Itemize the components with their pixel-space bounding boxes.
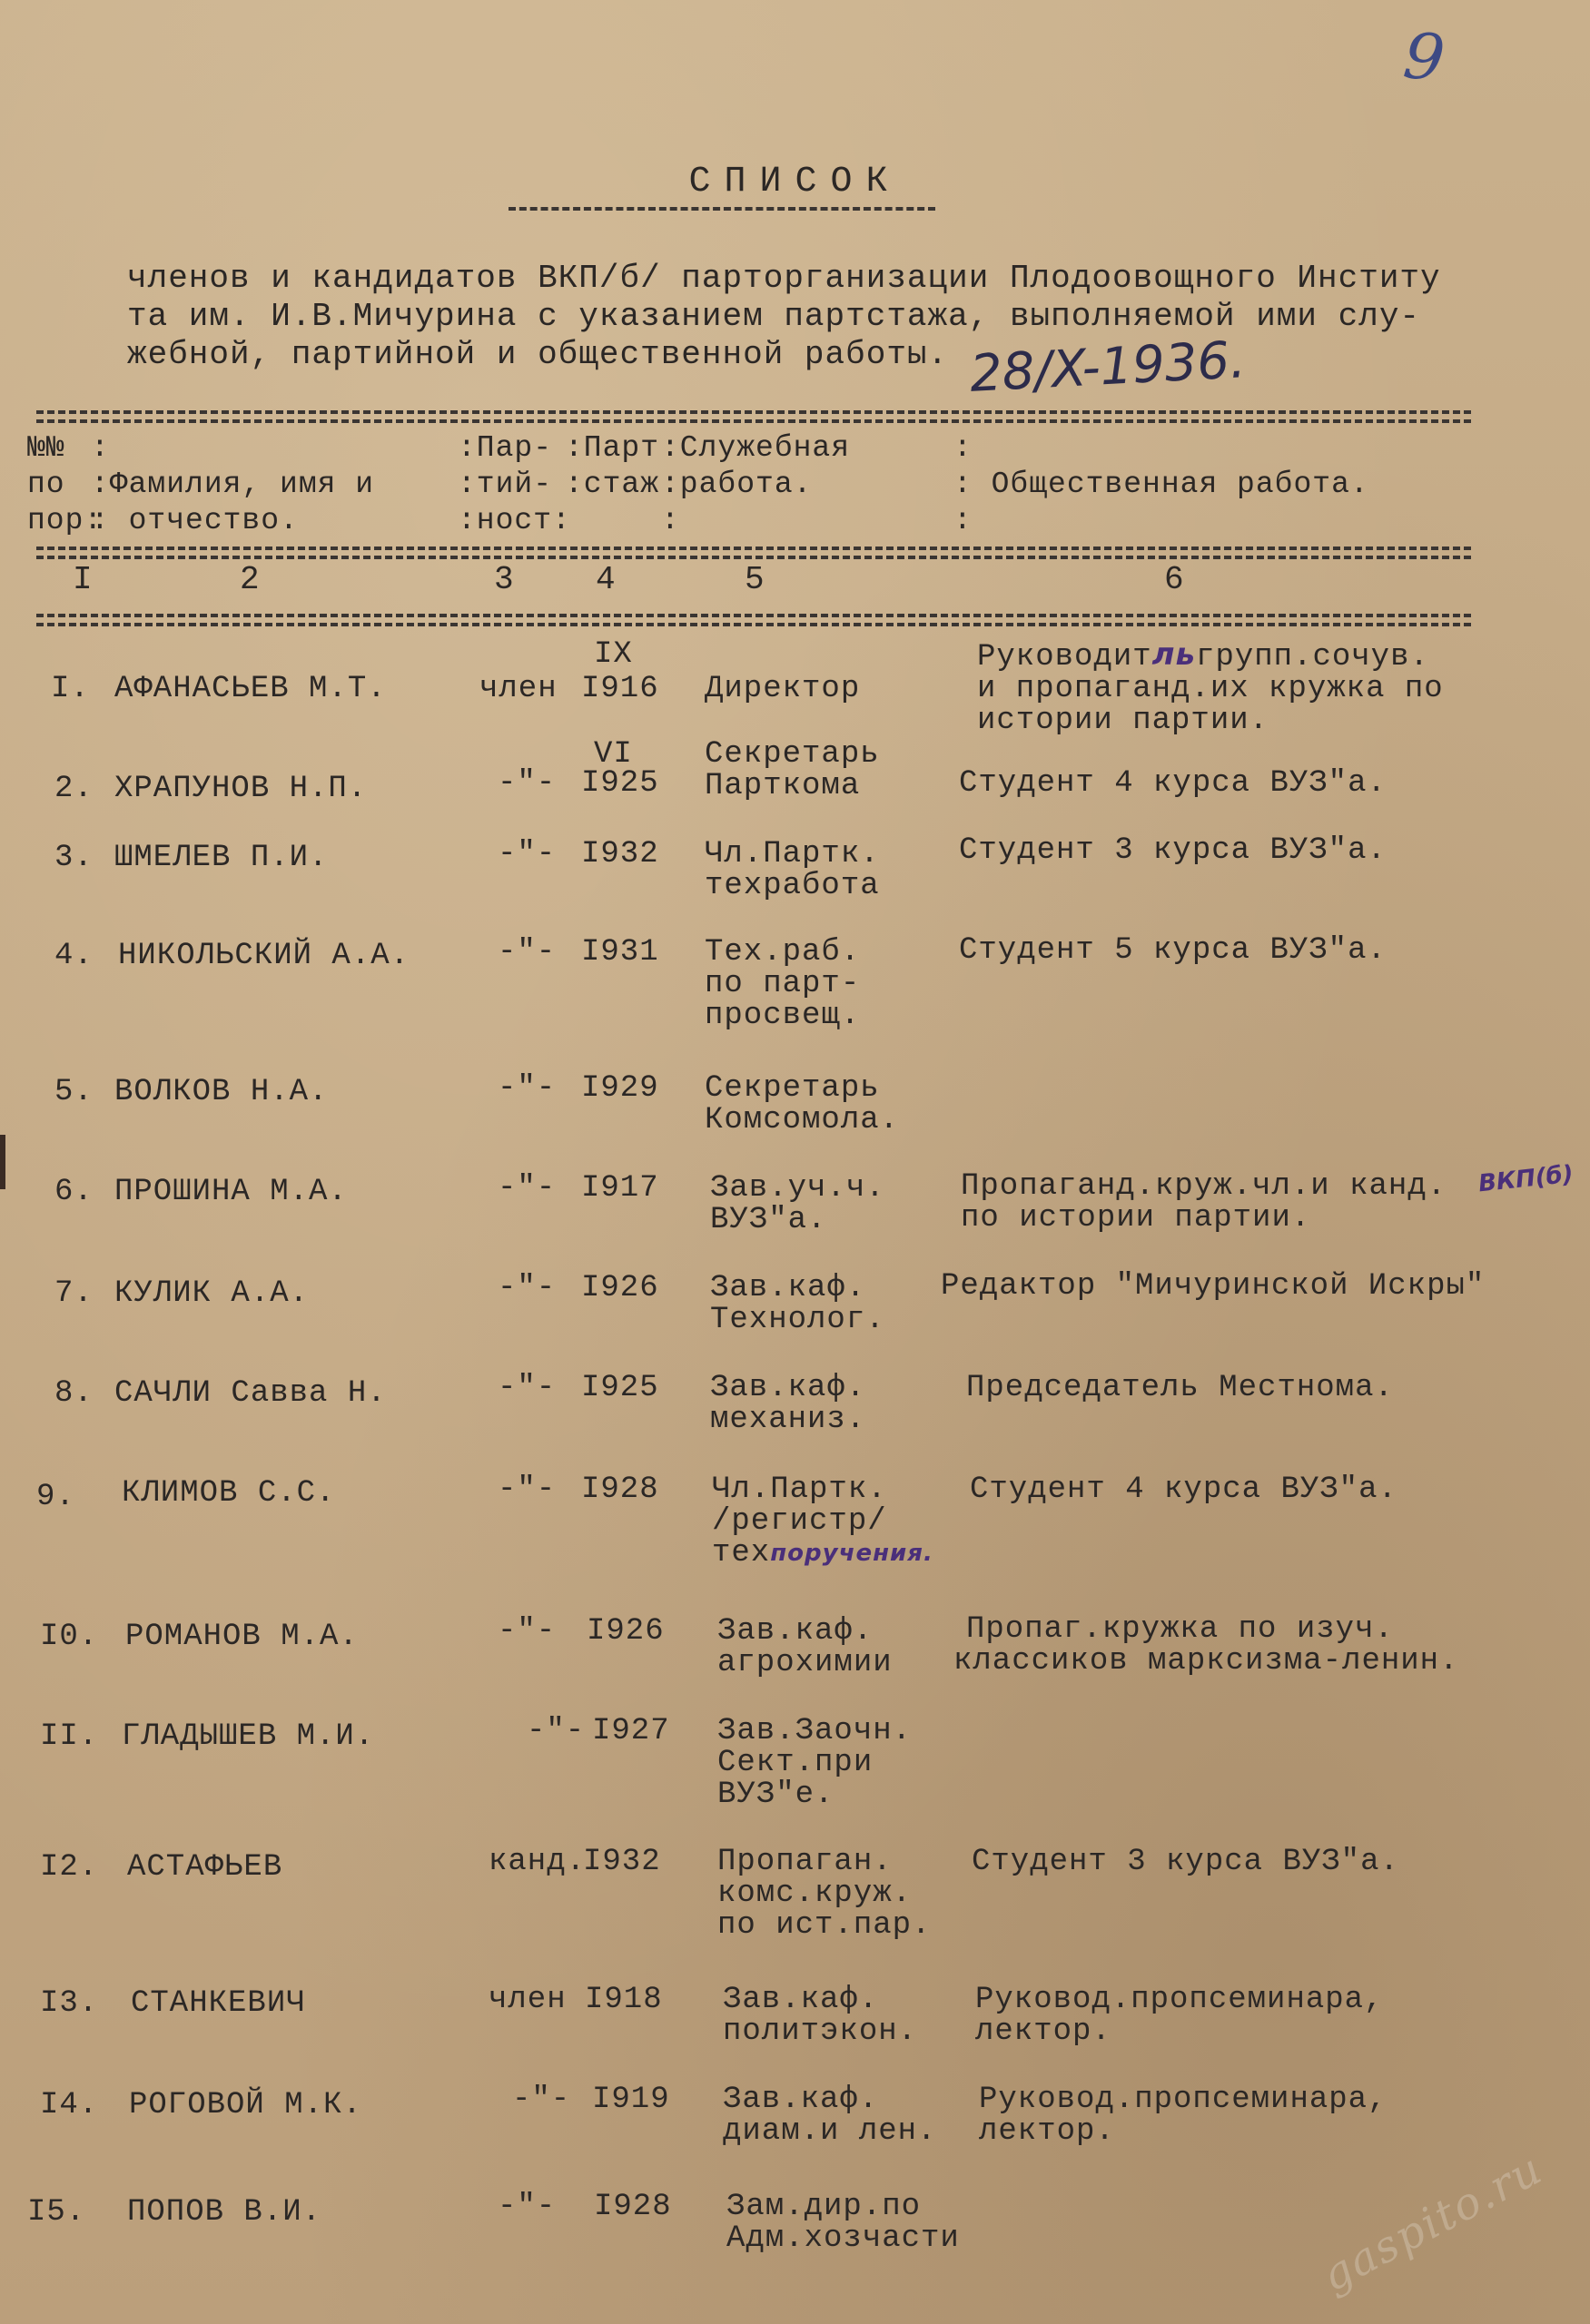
divider	[36, 410, 1471, 414]
row-party: -"-	[498, 2190, 557, 2224]
row-name: ПРОШИНА М.А.	[114, 1175, 348, 1209]
row-stazh: I925	[581, 766, 659, 801]
row-job: Секретарь Комсомола.	[705, 1071, 900, 1137]
row-party: -"-	[498, 1472, 557, 1507]
row-number: 2.	[54, 772, 94, 806]
row-job: Зам.дир.по Адм.хозчасти	[726, 2190, 960, 2256]
row-number: 3.	[54, 841, 94, 875]
column-number: 3	[494, 561, 515, 598]
row-name: ХРАПУНОВ Н.П.	[114, 772, 368, 806]
row-number: II.	[40, 1719, 99, 1754]
row-stazh: I925	[581, 1371, 659, 1405]
row-social: Руководитльгрупп.сочув. и пропаганд.их кружка по истории партии.	[977, 636, 1444, 738]
divider	[36, 623, 1471, 626]
column-number: 2	[240, 561, 261, 598]
row-stazh: I917	[581, 1171, 659, 1206]
row-social: Пропаг.кружка по изуч. классиков марксизма-ленин.	[953, 1612, 1459, 1679]
row-number: 5.	[54, 1075, 94, 1109]
row-number: I4.	[40, 2088, 99, 2122]
row-social: Руковод.пропсеминара, лектор.	[975, 1983, 1384, 2049]
header-col-job: :Служебная :работа. :	[661, 431, 851, 537]
row-name: ГЛАДЫШЕВ М.И.	[122, 1719, 375, 1754]
row-job: Зав.каф. агрохимии	[717, 1614, 893, 1680]
row-party: -"-	[498, 1614, 557, 1649]
row-stazh: I932	[583, 1845, 661, 1879]
row-name: РОМАНОВ М.А.	[125, 1620, 359, 1654]
row-number: I2.	[40, 1850, 99, 1885]
column-number: 4	[596, 561, 617, 598]
handwritten-date: 28/X-1936.	[968, 330, 1248, 404]
row-number: 8.	[54, 1376, 94, 1411]
row-party: канд.	[489, 1845, 587, 1879]
row-stazh: I918	[585, 1983, 663, 2017]
row-party: -"-	[498, 766, 557, 801]
row-number: 9.	[36, 1480, 75, 1514]
handwritten-note: ВКП(б)	[1476, 1160, 1575, 1198]
row-number: 6.	[54, 1175, 94, 1209]
row-social: Председатель Местнома.	[966, 1371, 1394, 1405]
row-stazh-month: IX	[594, 637, 633, 672]
row-social: Студент 3 курса ВУЗ"а.	[959, 833, 1387, 868]
column-number: 5	[745, 561, 765, 598]
column-number: 6	[1164, 561, 1185, 598]
header-col-stazh: :Парт :стаж	[565, 431, 660, 501]
row-job: Секретарь Парткома	[705, 737, 880, 803]
row-party: -"-	[512, 2083, 571, 2117]
row-name: АСТАФЬЕВ	[127, 1850, 283, 1885]
row-stazh-month: VI	[594, 737, 633, 772]
document-title: СПИСОК	[688, 162, 902, 202]
row-social: Руковод.пропсеминара, лектор.	[979, 2083, 1388, 2149]
divider	[36, 547, 1471, 550]
row-job: Зав.каф. Технолог.	[710, 1271, 885, 1337]
row-stazh: I926	[587, 1614, 665, 1649]
row-social: Студент 4 курса ВУЗ"а.	[970, 1472, 1397, 1507]
row-number: I.	[51, 672, 90, 706]
row-party: -"-	[498, 1371, 557, 1405]
column-number: I	[73, 561, 94, 598]
row-name: КУЛИК А.А.	[114, 1276, 310, 1311]
row-job: Зав.каф. механиз.	[710, 1371, 866, 1437]
divider	[36, 556, 1471, 559]
row-stazh: I926	[581, 1271, 659, 1305]
row-party: -"-	[498, 1171, 557, 1206]
row-stazh: I931	[581, 935, 659, 970]
row-stazh: I919	[592, 2083, 670, 2117]
row-number: I5.	[27, 2195, 86, 2230]
edge-mark	[0, 1135, 5, 1189]
row-social: Студент 3 курса ВУЗ"а.	[972, 1845, 1399, 1879]
intro-line: та им. И.В.Мичурина с указанием партстажа, выполняемой ими слу-	[127, 298, 1421, 335]
intro-line: жебной, партийной и общественной работы.	[127, 336, 949, 373]
row-name: КЛИМОВ С.С.	[122, 1476, 336, 1511]
header-col-social: : : Общественная работа. :	[953, 431, 1369, 537]
row-stazh: I927	[592, 1714, 670, 1748]
handwritten-insert: поручения.	[770, 1540, 933, 1567]
row-name: ВОЛКОВ Н.А.	[114, 1075, 329, 1109]
row-stazh: I932	[581, 837, 659, 872]
row-number: 4.	[54, 939, 94, 973]
row-job: Чл.Партк. техработа	[705, 837, 880, 903]
row-number: I0.	[40, 1620, 99, 1654]
row-name: САЧЛИ Савва Н.	[114, 1376, 387, 1411]
row-number: 7.	[54, 1276, 94, 1311]
row-party: член	[479, 672, 558, 706]
header-col-name: : :Фамилия, имя и : отчество.	[91, 431, 375, 537]
row-name: РОГОВОЙ М.К.	[129, 2088, 362, 2122]
row-number: I3.	[40, 1986, 99, 2021]
row-party: -"-	[527, 1714, 586, 1748]
row-name: СТАНКЕВИЧ	[131, 1986, 306, 2021]
folio-number: 9	[1400, 17, 1449, 97]
row-name: ПОПОВ В.И.	[127, 2195, 322, 2230]
watermark: gaspito.ru	[1313, 2142, 1552, 2302]
row-stazh: I928	[594, 2190, 672, 2224]
handwritten-insert: ль	[1151, 636, 1197, 673]
row-job: Директор	[705, 672, 861, 706]
row-name: ШМЕЛЕВ П.И.	[114, 841, 329, 875]
header-col-number: №№ по пор:	[27, 431, 104, 537]
row-stazh: I929	[581, 1071, 659, 1106]
row-job: Зав.каф. политэкон.	[723, 1983, 918, 2049]
row-social: Студент 4 курса ВУЗ"а.	[959, 766, 1387, 801]
row-job: Зав.Заочн. Сект.при ВУЗ"е.	[717, 1714, 913, 1812]
row-job: Чл.Партк. /регистр/ техпоручения.	[712, 1472, 933, 1571]
row-name: НИКОЛЬСКИЙ А.А.	[118, 939, 410, 973]
title-underline	[509, 207, 935, 211]
intro-line: членов и кандидатов ВКП/б/ парторганизации Плодоовощного Институ	[127, 260, 1441, 297]
row-party: -"-	[498, 1071, 557, 1106]
divider	[36, 614, 1471, 617]
row-job: Зав.уч.ч. ВУЗ"а.	[710, 1171, 885, 1237]
divider	[36, 419, 1471, 423]
header-col-party: :Пар- :тий- :ност:	[458, 431, 571, 537]
row-social: Редактор "Мичуринской Искры"	[941, 1269, 1486, 1304]
row-social: Пропаганд.круж.чл.и канд. по истории партии.	[961, 1169, 1447, 1236]
row-social: Студент 5 курса ВУЗ"а.	[959, 933, 1387, 968]
row-party: -"-	[498, 837, 557, 872]
row-party: член	[489, 1983, 567, 2017]
row-stazh: I916	[581, 672, 659, 706]
row-party: -"-	[498, 935, 557, 970]
row-job: Зав.каф. диам.и лен.	[723, 2083, 937, 2149]
row-party: -"-	[498, 1271, 557, 1305]
row-stazh: I928	[581, 1472, 659, 1507]
row-job: Пропаган. комс.круж. по ист.пар.	[717, 1845, 932, 1943]
row-job: Тех.раб. по парт- просвещ.	[705, 935, 861, 1033]
row-name: АФАНАСЬЕВ М.Т.	[114, 672, 387, 706]
